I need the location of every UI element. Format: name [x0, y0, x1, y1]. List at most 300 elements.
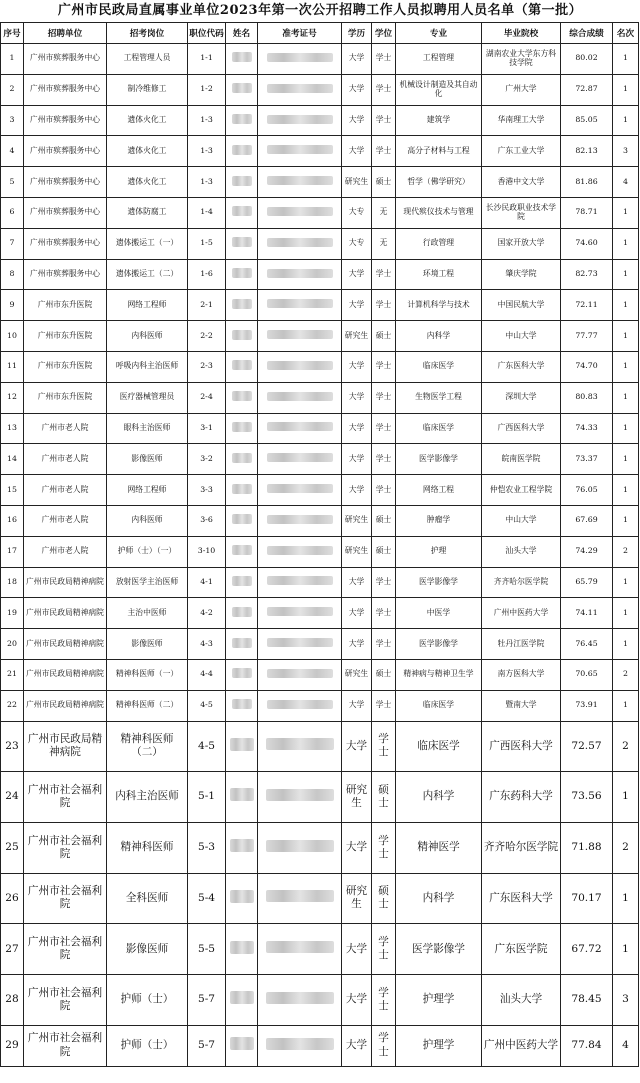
row-index: 9 — [1, 290, 24, 321]
row-education: 研究生 — [342, 659, 372, 690]
row-education: 大学 — [342, 290, 372, 321]
row-code: 1-1 — [188, 44, 226, 75]
redacted-name — [232, 237, 252, 247]
row-score: 70.65 — [561, 659, 613, 690]
row-education: 大学 — [342, 598, 372, 629]
row-major: 护理 — [396, 536, 482, 567]
redacted-name — [232, 360, 252, 370]
header-code: 职位代码 — [188, 23, 226, 44]
row-school: 华南理工大学 — [482, 105, 561, 136]
row-education: 大学 — [342, 105, 372, 136]
row-degree: 学士 — [372, 629, 396, 660]
redacted-name — [232, 330, 252, 340]
row-school: 广东工业大学 — [482, 136, 561, 167]
row-code: 5-4 — [188, 873, 226, 924]
row-ticket-redacted — [258, 105, 342, 136]
redacted-name — [232, 514, 252, 524]
header-rank: 名次 — [613, 23, 639, 44]
row-position: 放射医学主治医师 — [107, 567, 188, 598]
row-degree: 硕士 — [372, 321, 396, 352]
header-education: 学历 — [342, 23, 372, 44]
row-ticket-redacted — [258, 567, 342, 598]
row-rank: 1 — [613, 629, 639, 660]
row-rank: 2 — [613, 721, 639, 772]
row-name-redacted — [226, 1025, 258, 1066]
row-major: 行政管理 — [396, 228, 482, 259]
row-rank: 1 — [613, 475, 639, 506]
row-unit: 广州市社会福利院 — [24, 873, 107, 924]
row-position: 主治中医师 — [107, 598, 188, 629]
row-major: 医学影像学 — [396, 924, 482, 975]
row-position: 医疗器械管理员 — [107, 382, 188, 413]
row-ticket-redacted — [258, 536, 342, 567]
row-school: 国家开放大学 — [482, 228, 561, 259]
row-name-redacted — [226, 924, 258, 975]
row-rank: 1 — [613, 598, 639, 629]
row-degree: 学士 — [372, 444, 396, 475]
row-score: 82.73 — [561, 259, 613, 290]
row-rank: 1 — [613, 772, 639, 823]
row-education: 大学 — [342, 475, 372, 506]
row-degree: 学士 — [372, 1025, 396, 1066]
row-name-redacted — [226, 822, 258, 873]
row-index: 14 — [1, 444, 24, 475]
row-score: 73.91 — [561, 690, 613, 721]
redacted-name — [230, 839, 254, 852]
row-name-redacted — [226, 772, 258, 823]
redacted-ticket — [267, 53, 333, 62]
row-degree: 学士 — [372, 351, 396, 382]
row-index: 24 — [1, 772, 24, 823]
row-index: 25 — [1, 822, 24, 873]
row-unit: 广州市东升医院 — [24, 382, 107, 413]
table-row — [1, 475, 639, 506]
redacted-ticket — [267, 422, 333, 431]
row-rank: 3 — [613, 136, 639, 167]
row-index: 3 — [1, 105, 24, 136]
row-degree: 学士 — [372, 974, 396, 1025]
row-degree: 学士 — [372, 382, 396, 413]
row-rank: 1 — [613, 228, 639, 259]
row-index: 19 — [1, 598, 24, 629]
row-ticket-redacted — [258, 598, 342, 629]
row-unit: 广州市殡葬服务中心 — [24, 167, 107, 198]
row-major: 临床医学 — [396, 690, 482, 721]
row-education: 研究生 — [342, 505, 372, 536]
row-unit: 广州市老人院 — [24, 413, 107, 444]
table-row — [1, 290, 639, 321]
row-index: 21 — [1, 659, 24, 690]
row-ticket-redacted — [258, 382, 342, 413]
row-index: 28 — [1, 974, 24, 1025]
row-ticket-redacted — [258, 873, 342, 924]
row-school: 广东医科大学 — [482, 873, 561, 924]
table-row — [1, 197, 639, 228]
row-name-redacted — [226, 74, 258, 105]
row-major: 高分子材料与工程 — [396, 136, 482, 167]
table-row — [1, 690, 639, 721]
row-school: 中国民航大学 — [482, 290, 561, 321]
row-unit: 广州市老人院 — [24, 536, 107, 567]
row-score: 67.72 — [561, 924, 613, 975]
row-ticket-redacted — [258, 475, 342, 506]
redacted-ticket — [267, 330, 333, 339]
table-row — [1, 772, 639, 823]
row-index: 12 — [1, 382, 24, 413]
row-index: 23 — [1, 721, 24, 772]
row-code: 5-5 — [188, 924, 226, 975]
table-row — [1, 105, 639, 136]
row-major: 精神医学 — [396, 822, 482, 873]
row-education: 大学 — [342, 924, 372, 975]
row-major: 临床医学 — [396, 351, 482, 382]
row-school: 广西医科大学 — [482, 721, 561, 772]
row-score: 74.33 — [561, 413, 613, 444]
row-unit: 广州市殡葬服务中心 — [24, 74, 107, 105]
row-school: 广州中医药大学 — [482, 598, 561, 629]
row-degree: 无 — [372, 197, 396, 228]
row-major: 环境工程 — [396, 259, 482, 290]
row-code: 4-2 — [188, 598, 226, 629]
page-title: 广州市民政局直属事业单位2023年第一次公开招聘工作人员拟聘用人员名单（第一批） — [57, 3, 583, 18]
redacted-name — [232, 299, 252, 309]
row-unit: 广州市社会福利院 — [24, 772, 107, 823]
row-education: 研究生 — [342, 536, 372, 567]
row-degree: 硕士 — [372, 873, 396, 924]
row-name-redacted — [226, 290, 258, 321]
redacted-ticket — [267, 299, 333, 308]
row-position: 遗体火化工 — [107, 105, 188, 136]
row-rank: 1 — [613, 505, 639, 536]
row-code: 2-2 — [188, 321, 226, 352]
redacted-name — [232, 576, 252, 586]
row-education: 研究生 — [342, 772, 372, 823]
row-ticket-redacted — [258, 74, 342, 105]
row-ticket-redacted — [258, 228, 342, 259]
row-major: 工程管理 — [396, 44, 482, 75]
row-school: 汕头大学 — [482, 536, 561, 567]
row-position: 遗体火化工 — [107, 167, 188, 198]
table-row — [1, 228, 639, 259]
row-score: 70.17 — [561, 873, 613, 924]
row-rank: 1 — [613, 105, 639, 136]
row-score: 85.05 — [561, 105, 613, 136]
row-education: 大学 — [342, 629, 372, 660]
row-major: 医学影像学 — [396, 567, 482, 598]
redacted-name — [232, 114, 252, 124]
row-degree: 硕士 — [372, 167, 396, 198]
header-ticket: 准考证号 — [258, 23, 342, 44]
row-rank: 1 — [613, 413, 639, 444]
row-ticket-redacted — [258, 772, 342, 823]
row-index: 26 — [1, 873, 24, 924]
row-unit: 广州市殡葬服务中心 — [24, 197, 107, 228]
row-score: 72.11 — [561, 290, 613, 321]
table-row — [1, 44, 639, 75]
row-index: 4 — [1, 136, 24, 167]
row-name-redacted — [226, 197, 258, 228]
row-rank: 2 — [613, 822, 639, 873]
row-index: 11 — [1, 351, 24, 382]
redacted-name — [230, 890, 254, 903]
row-major: 医学影像学 — [396, 444, 482, 475]
redacted-name — [232, 545, 252, 555]
row-score: 74.70 — [561, 351, 613, 382]
row-education: 大学 — [342, 382, 372, 413]
row-rank: 3 — [613, 974, 639, 1025]
row-education: 大学 — [342, 974, 372, 1025]
row-school: 香港中文大学 — [482, 167, 561, 198]
row-code: 5-7 — [188, 1025, 226, 1066]
row-name-redacted — [226, 690, 258, 721]
row-code: 3-2 — [188, 444, 226, 475]
row-name-redacted — [226, 505, 258, 536]
row-unit: 广州市殡葬服务中心 — [24, 44, 107, 75]
row-ticket-redacted — [258, 197, 342, 228]
row-position: 网络工程师 — [107, 475, 188, 506]
row-school: 齐齐哈尔医学院 — [482, 567, 561, 598]
redacted-name — [232, 607, 252, 617]
row-score: 78.71 — [561, 197, 613, 228]
redacted-ticket — [267, 546, 333, 555]
row-major: 生物医学工程 — [396, 382, 482, 413]
row-ticket-redacted — [258, 413, 342, 444]
row-degree: 学士 — [372, 721, 396, 772]
redacted-ticket — [266, 992, 334, 1004]
row-school: 长沙民政职业技术学院 — [482, 197, 561, 228]
row-position: 影像医师 — [107, 444, 188, 475]
row-code: 1-3 — [188, 136, 226, 167]
row-code: 5-3 — [188, 822, 226, 873]
row-ticket-redacted — [258, 721, 342, 772]
row-rank: 1 — [613, 924, 639, 975]
row-rank: 2 — [613, 659, 639, 690]
redacted-ticket — [267, 176, 333, 185]
row-position: 精神科医师 — [107, 822, 188, 873]
row-code: 4-1 — [188, 567, 226, 598]
row-rank: 1 — [613, 382, 639, 413]
row-degree: 学士 — [372, 690, 396, 721]
row-position: 护师（士） — [107, 974, 188, 1025]
row-unit: 广州市社会福利院 — [24, 924, 107, 975]
row-rank: 1 — [613, 873, 639, 924]
row-code: 1-3 — [188, 167, 226, 198]
row-education: 大学 — [342, 567, 372, 598]
row-unit: 广州市老人院 — [24, 505, 107, 536]
row-code: 4-3 — [188, 629, 226, 660]
redacted-name — [232, 484, 252, 494]
table-row — [1, 924, 639, 975]
row-code: 4-5 — [188, 690, 226, 721]
row-school: 仲恺农业工程学院 — [482, 475, 561, 506]
redacted-name — [230, 941, 254, 954]
row-code: 2-4 — [188, 382, 226, 413]
row-degree: 学士 — [372, 74, 396, 105]
row-school: 广州中医药大学 — [482, 1025, 561, 1066]
header-degree: 学位 — [372, 23, 396, 44]
row-degree: 学士 — [372, 290, 396, 321]
row-index: 7 — [1, 228, 24, 259]
redacted-ticket — [266, 789, 334, 801]
header-score: 综合成绩 — [561, 23, 613, 44]
row-score: 74.60 — [561, 228, 613, 259]
row-index: 22 — [1, 690, 24, 721]
row-unit: 广州市东升医院 — [24, 351, 107, 382]
row-name-redacted — [226, 259, 258, 290]
table-row — [1, 598, 639, 629]
row-code: 1-4 — [188, 197, 226, 228]
redacted-ticket — [267, 515, 333, 524]
row-school: 广东医学院 — [482, 924, 561, 975]
row-education: 研究生 — [342, 167, 372, 198]
row-code: 2-3 — [188, 351, 226, 382]
row-code: 1-3 — [188, 105, 226, 136]
redacted-name — [230, 1037, 254, 1050]
header-index: 序号 — [1, 23, 24, 44]
row-education: 大学 — [342, 690, 372, 721]
redacted-ticket — [267, 607, 333, 616]
row-major: 护理学 — [396, 974, 482, 1025]
table-row — [1, 413, 639, 444]
row-major: 中医学 — [396, 598, 482, 629]
row-name-redacted — [226, 659, 258, 690]
row-score: 78.45 — [561, 974, 613, 1025]
table-header-row — [1, 23, 639, 44]
row-score: 67.69 — [561, 505, 613, 536]
row-name-redacted — [226, 228, 258, 259]
row-unit: 广州市东升医院 — [24, 290, 107, 321]
table-row — [1, 444, 639, 475]
table-row — [1, 167, 639, 198]
row-name-redacted — [226, 167, 258, 198]
row-position: 影像医师 — [107, 924, 188, 975]
row-name-redacted — [226, 351, 258, 382]
row-major: 内科学 — [396, 873, 482, 924]
row-code: 3-1 — [188, 413, 226, 444]
row-education: 大学 — [342, 259, 372, 290]
row-education: 大学 — [342, 1025, 372, 1066]
row-unit: 广州市殡葬服务中心 — [24, 136, 107, 167]
row-education: 大专 — [342, 197, 372, 228]
row-degree: 硕士 — [372, 772, 396, 823]
row-code: 2-1 — [188, 290, 226, 321]
row-unit: 广州市民政局精神病院 — [24, 690, 107, 721]
redacted-ticket — [267, 392, 333, 401]
table-row — [1, 873, 639, 924]
redacted-name — [230, 991, 254, 1004]
row-school: 中山大学 — [482, 321, 561, 352]
row-code: 3-10 — [188, 536, 226, 567]
row-unit: 广州市社会福利院 — [24, 1025, 107, 1066]
row-school: 皖南医学院 — [482, 444, 561, 475]
row-degree: 学士 — [372, 259, 396, 290]
recruitment-table — [0, 22, 639, 1067]
row-degree: 学士 — [372, 475, 396, 506]
table-row — [1, 321, 639, 352]
row-name-redacted — [226, 475, 258, 506]
row-education: 大学 — [342, 413, 372, 444]
row-name-redacted — [226, 382, 258, 413]
row-ticket-redacted — [258, 974, 342, 1025]
row-code: 1-2 — [188, 74, 226, 105]
row-name-redacted — [226, 413, 258, 444]
row-major: 哲学（佛学研究） — [396, 167, 482, 198]
row-unit: 广州市民政局精神病院 — [24, 567, 107, 598]
row-position: 内科医师 — [107, 505, 188, 536]
row-rank: 1 — [613, 290, 639, 321]
row-degree: 硕士 — [372, 536, 396, 567]
header-position: 招考岗位 — [107, 23, 188, 44]
row-position: 护师（士）（一） — [107, 536, 188, 567]
row-name-redacted — [226, 974, 258, 1025]
row-index: 8 — [1, 259, 24, 290]
row-code: 1-5 — [188, 228, 226, 259]
row-rank: 4 — [613, 1025, 639, 1066]
row-position: 呼吸内科主治医师 — [107, 351, 188, 382]
row-rank: 1 — [613, 444, 639, 475]
row-unit: 广州市老人院 — [24, 444, 107, 475]
row-score: 72.87 — [561, 74, 613, 105]
redacted-ticket — [267, 269, 333, 278]
row-degree: 学士 — [372, 105, 396, 136]
row-education: 研究生 — [342, 321, 372, 352]
row-name-redacted — [226, 536, 258, 567]
row-name-redacted — [226, 598, 258, 629]
row-score: 77.84 — [561, 1025, 613, 1066]
row-rank: 1 — [613, 197, 639, 228]
header-name: 姓名 — [226, 23, 258, 44]
redacted-ticket — [267, 576, 333, 585]
row-major: 现代殡仪技术与管理 — [396, 197, 482, 228]
row-rank: 1 — [613, 44, 639, 75]
row-score: 73.56 — [561, 772, 613, 823]
table-row — [1, 567, 639, 598]
row-name-redacted — [226, 444, 258, 475]
row-school: 广州大学 — [482, 74, 561, 105]
row-index: 2 — [1, 74, 24, 105]
row-school: 肇庆学院 — [482, 259, 561, 290]
row-position: 精神科医师（二） — [107, 690, 188, 721]
row-ticket-redacted — [258, 444, 342, 475]
row-score: 77.77 — [561, 321, 613, 352]
row-education: 大学 — [342, 822, 372, 873]
row-position: 眼科主治医师 — [107, 413, 188, 444]
redacted-ticket — [267, 484, 333, 493]
row-unit: 广州市民政局精神病院 — [24, 721, 107, 772]
row-ticket-redacted — [258, 351, 342, 382]
redacted-name — [232, 83, 252, 93]
row-score: 76.05 — [561, 475, 613, 506]
row-name-redacted — [226, 721, 258, 772]
row-position: 护师（士） — [107, 1025, 188, 1066]
redacted-ticket — [266, 890, 334, 902]
row-school: 汕头大学 — [482, 974, 561, 1025]
row-ticket-redacted — [258, 690, 342, 721]
row-major: 机械设计制造及其自动化 — [396, 74, 482, 105]
row-index: 29 — [1, 1025, 24, 1066]
row-index: 6 — [1, 197, 24, 228]
row-unit: 广州市社会福利院 — [24, 822, 107, 873]
row-code: 3-3 — [188, 475, 226, 506]
redacted-ticket — [267, 669, 333, 678]
row-rank: 4 — [613, 167, 639, 198]
table-row — [1, 136, 639, 167]
row-position: 内科医师 — [107, 321, 188, 352]
row-position: 遗体防腐工 — [107, 197, 188, 228]
row-score: 76.45 — [561, 629, 613, 660]
row-index: 18 — [1, 567, 24, 598]
redacted-ticket — [267, 238, 333, 247]
